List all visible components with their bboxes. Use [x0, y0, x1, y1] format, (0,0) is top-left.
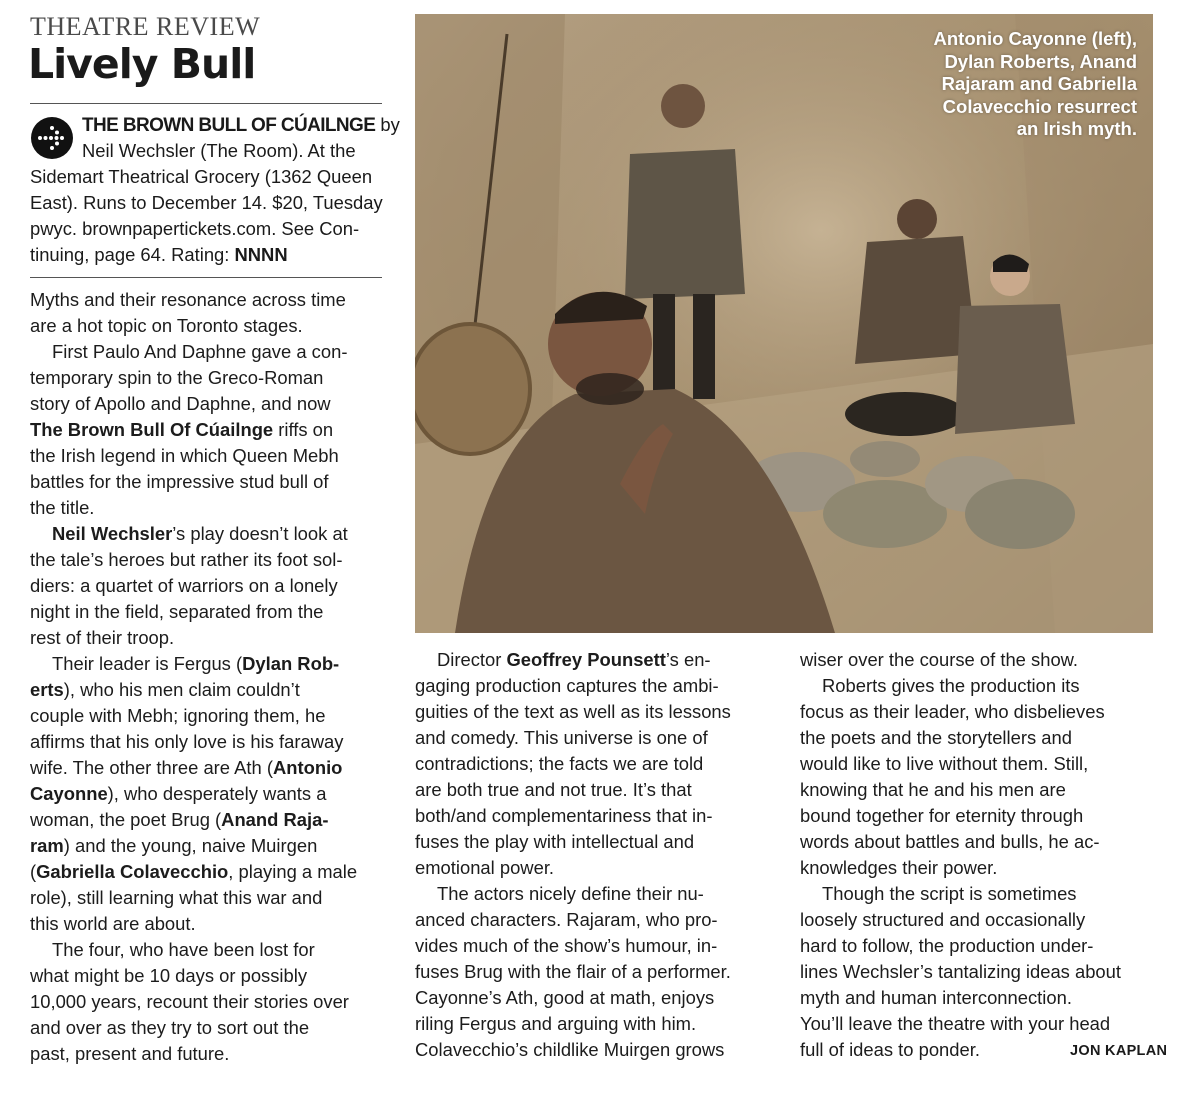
paragraph: wiser over the course of the show. [800, 649, 1079, 670]
paragraph: Myths and their resonance across time are a hot topic on Toronto stages. [30, 289, 346, 336]
paragraph: Though the script is sometimes loosely structured and occasionally hard to follow, the production under- lines Wechsler’s tantalizing ideas about myth and human interconnection. You’ll leave the theatre with your head full of ideas to ponder. [800, 883, 1122, 1060]
top-rule [30, 103, 382, 104]
section-label: THEATRE REVIEW [30, 12, 261, 41]
rating: NNNN [234, 244, 288, 265]
headline: Lively Bull [28, 40, 256, 88]
byline: JON KAPLAN [1070, 1043, 1168, 1059]
paragraph: The four, who have been lost for what might be 10 days or possibly 10,000 years, recount their stories over and over as they try to sort out the past, present and future. [30, 939, 349, 1064]
paragraph: Director Geoffrey Pounsett’s en- gaging production captures the ambi- guities of the text as well as its lessons and comedy. This universe is one of contradictions; the facts we are told are both true and not true. It’s that both/and complementariness that in- fuses the play with intellectual and emotional power. [415, 649, 731, 878]
paragraph: Their leader is Fergus (Dylan Rob- erts), who his men claim couldn’t couple with Mebh; ignoring them, he affirms that his only love is his faraway wife. The other three are Ath (Antonio Cayonne), who desperately wants a woman, the poet Brug (Anand Raja- ram) and the young, naive Muirgen (Gabriella Colavecchio, playing a male role), still learning what this war and this world are about. [30, 653, 358, 934]
paragraph: Roberts gives the production its focus as their leader, who disbelieves the poets and the storytellers and would like to live without them. Still, knowing that he and his men are bound together for eternity through words about battles and bulls, he ac- knowledges their power. [800, 675, 1105, 878]
show-listing: THE BROWN BULL OF CÚAILNGE by Neil Wechsler (The Room). At the Sidemart Theatrical Grocery (1362 Queen East). Runs to December 14. $20, Tuesday pwyc. brownpapertickets.com. See Con- tinuing, page 64. Rating: NNNN [30, 114, 400, 265]
production-photo [415, 14, 1153, 633]
paragraph: First Paulo And Daphne gave a con- temporary spin to the Greco-Roman story of Apollo and Daphne, and now The Brown Bull Of Cúailnge riffs on the Irish legend in which Queen Mebh battles for the impressive stud bull of the title. [30, 341, 348, 518]
paragraph: Neil Wechsler’s play doesn’t look at the tale’s heroes but rather its foot sol- diers: a quartet of warriors on a lonely night in the field, separated from the rest of their troop. [30, 523, 348, 648]
listing-rule [30, 277, 382, 278]
paragraph: The actors nicely define their nu- anced characters. Rajaram, who pro- vides much of the show’s humour, in- fuses Brug with the flair of a performer. Cayonne’s Ath, good at math, enjoys riling Fergus and arguing with him. Colavecchio’s childlike Muirgen grows [415, 883, 731, 1060]
photo-caption: Antonio Cayonne (left), Dylan Roberts, Anand Rajaram and Gabriella Colavecchio resurrect an Irish myth. [933, 28, 1137, 139]
show-title: THE BROWN BULL OF CÚAILNGE [82, 115, 376, 136]
